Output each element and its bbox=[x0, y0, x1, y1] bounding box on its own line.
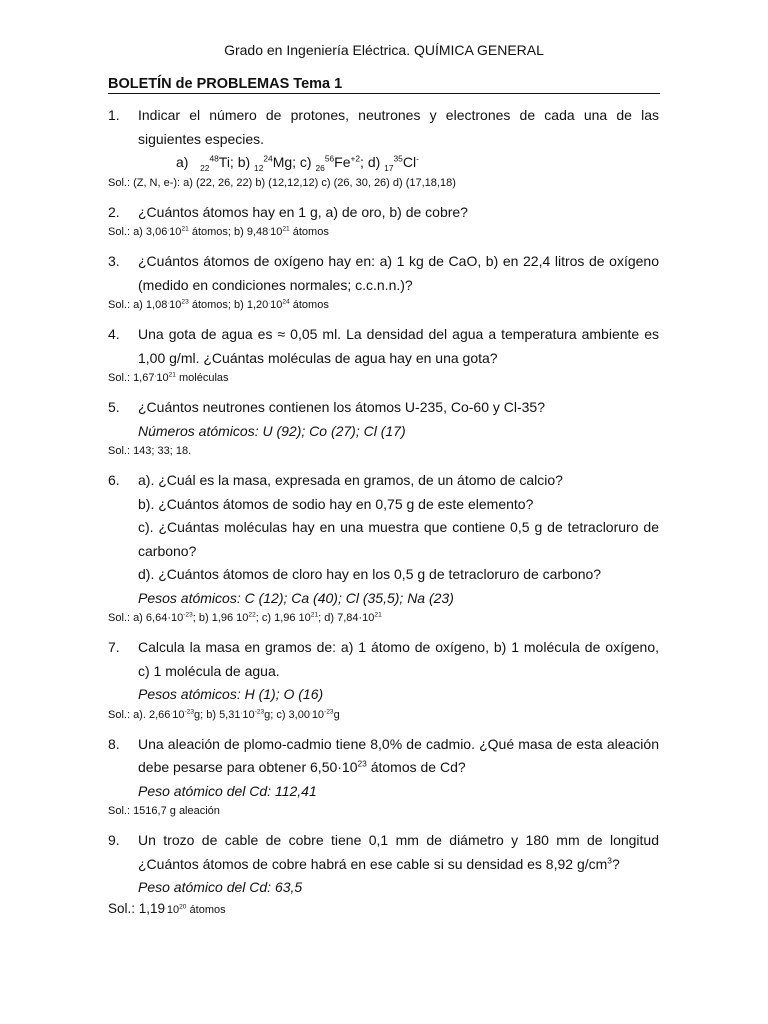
solution-2: Sol.: a) $3,06^.10^{21}$ átomos; b) $9,48^.10^{21}$ átomos bbox=[108, 225, 329, 238]
problem-text: ¿Cuántos neutrones contienen los átomos U-235, Co-60 y Cl-35? bbox=[138, 399, 545, 415]
problem-part-b: b). ¿Cuántos átomos de sodio hay en 0,75 g de este elemento? bbox=[138, 495, 534, 512]
problem-number: 8. bbox=[108, 735, 120, 752]
solution-9: Sol.: $1,19^.10^{20}$ átomos bbox=[108, 900, 226, 916]
solution-5: Sol.: 143; 33; 18. bbox=[108, 445, 192, 457]
problem-list bbox=[108, 104, 659, 928]
solution-1: Sol.: (Z, N, e-): a) (22, 26, 22) b) (12,12,12) c) (26, 30, 26) d) (17,18,18) bbox=[108, 176, 456, 189]
solution-3: Sol.: a) $1,08^.10^{23}$ átomos; b) $1,20^.10^{24}$ átomos bbox=[108, 298, 329, 311]
problem-number: 1. bbox=[108, 107, 120, 123]
species-list: a) $_{22}^{48}$Ti; b) $_{12}^{24}$Mg; c) $_{26}^{56}Fe^{+2}$; d) $_{17}^{35}$Cl- bbox=[176, 153, 419, 173]
problem-7 bbox=[108, 636, 659, 707]
solution-4: Sol.: $1,67^.10^{21}$ moléculas bbox=[108, 371, 229, 384]
problem-part-c: c). ¿Cuántas moléculas hay en una muestra que contiene 0,5 g de tetracloruro de carbono? bbox=[138, 519, 659, 559]
title-underline bbox=[108, 93, 660, 94]
atomic-weights-note: Pesos atómicos: H (1); O (16) bbox=[138, 686, 324, 702]
problem-2 bbox=[108, 201, 659, 225]
page-header: Grado en Ingeniería Eléctrica. QUÍMICA GENERAL bbox=[224, 42, 544, 58]
problem-text: Indicar el número de protones, neutrones y electrones de cada una de las siguientes especies. bbox=[138, 107, 659, 147]
problem-number: 9. bbox=[108, 832, 120, 848]
solution-7: Sol.: a). $2,66^.10^{-23}g$; b) $5,31^.10^{-23}g$; c) $3,00^.10^{-23}g$ bbox=[108, 707, 340, 721]
atomic-weight-note: Peso atómico del Cd: 112,41 bbox=[138, 782, 317, 799]
solution-8: Sol.: 1516,7 g aleación bbox=[108, 805, 220, 817]
problem-number: 5. bbox=[108, 399, 120, 415]
problem-3 bbox=[108, 250, 659, 297]
problem-text: Un trozo de cable de cobre tiene 0,1 mm de diámetro y 180 mm de longitud ¿Cuántos átomos de cobre habrá en ese cable si su densidad es 8,92 $g/cm^3$? bbox=[138, 832, 659, 872]
document-title: BOLETÍN de PROBLEMAS Tema 1 bbox=[108, 76, 343, 92]
problem-4 bbox=[108, 323, 659, 370]
problem-5 bbox=[108, 396, 659, 443]
problem-6 bbox=[108, 469, 659, 610]
problem-text: Una gota de agua es ≈ 0,05 ml. La densidad del agua a temperatura ambiente es 1,00 g/ml. ¿Cuántas moléculas de agua hay en una gota? bbox=[138, 326, 659, 366]
problem-text: ¿Cuántos átomos hay en 1 g, a) de oro, b) de cobre? bbox=[138, 203, 468, 220]
problem-part-d: d). ¿Cuántos átomos de cloro hay en los 0,5 g de tetracloruro de carbono? bbox=[138, 566, 602, 582]
atomic-weight-note: Peso atómico del Cd: 63,5 bbox=[138, 879, 303, 895]
problem-9 bbox=[108, 829, 659, 900]
problem-1 bbox=[108, 104, 659, 175]
problem-number: 4. bbox=[108, 326, 120, 342]
problem-text: ¿Cuántos átomos de oxígeno hay en: a) 1 kg de CaO, b) en 22,4 litros de oxígeno (medido en condiciones normales; c.c.n.n.)? bbox=[138, 253, 659, 293]
solution-6: Sol.: a) $6,64\cdot 10^{-23}$; b) 1,96 $10^{22}$; c) 1,96 $10^{21}$; d) $7,84\cdot 10^{21}$ bbox=[108, 611, 382, 624]
atomic-weights-note: Pesos atómicos: C (12); Ca (40); Cl (35,5); Na (23) bbox=[138, 589, 454, 606]
problem-text: Calcula la masa en gramos de: a) 1 átomo de oxígeno, b) 1 molécula de oxígeno, c) 1 molécula de agua. bbox=[138, 639, 659, 679]
problem-part-a: a). ¿Cuál es la masa, expresada en gramos, de un átomo de calcio? bbox=[138, 472, 563, 488]
problem-number: 3. bbox=[108, 253, 120, 269]
problem-8 bbox=[108, 733, 659, 804]
problem-number: 6. bbox=[108, 472, 120, 488]
problem-number: 2. bbox=[108, 203, 120, 220]
atomic-numbers-note: Números atómicos: U (92); Co (27); Cl (17) bbox=[138, 422, 406, 439]
problem-text: Una aleación de plomo-cadmio tiene 8,0% de cadmio. ¿Qué masa de esta aleación debe pesarse para obtener $6,50\cdot 10^{23}$ átomos de Cd? bbox=[138, 735, 659, 775]
problem-number: 7. bbox=[108, 639, 120, 655]
